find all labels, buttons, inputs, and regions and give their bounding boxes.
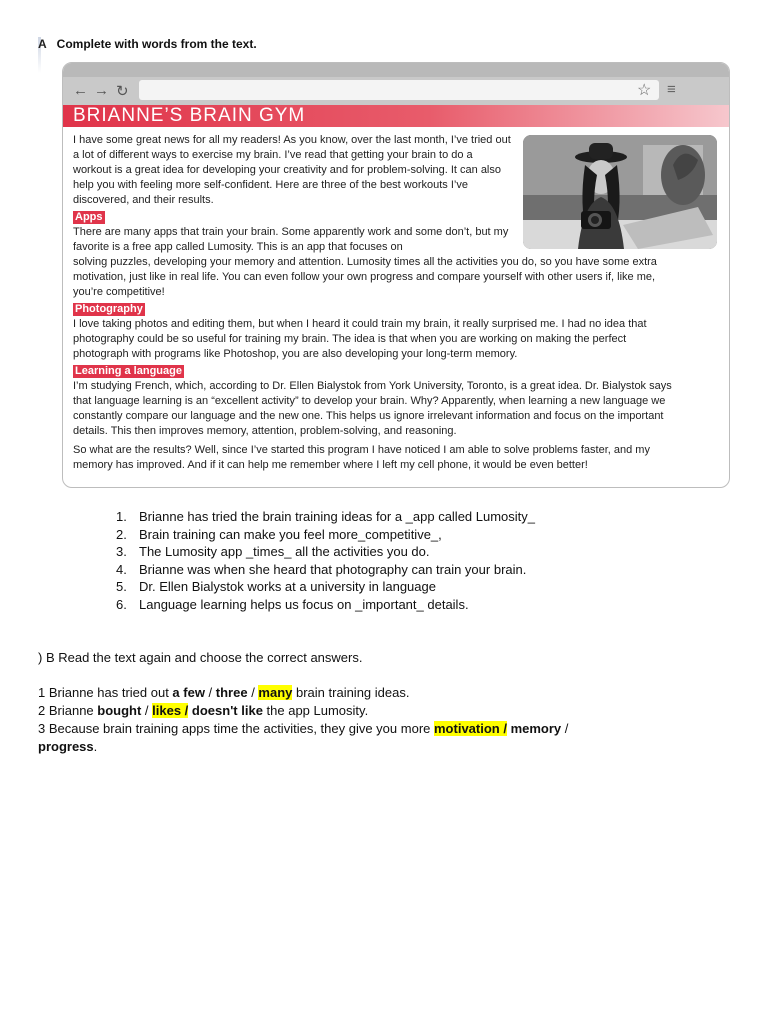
question-1	[38, 684, 638, 702]
option-separator: /	[141, 703, 153, 718]
list-item-number: 6.	[116, 596, 127, 612]
selected-answer-option: motivation /	[434, 721, 507, 736]
question-3	[38, 720, 638, 756]
list-item-text: Language learning helps us focus on _important_ details.	[139, 596, 469, 612]
results-paragraph: So what are the results? Well, since I’ve started this program I have noticed I am able to solve problems faster, and my memory has improved. And if it can help me remember where I left my cell phone, it would be even better!	[73, 444, 650, 471]
question-text: 1 Brianne has tried out	[38, 685, 173, 700]
list-item-text: Dr. Ellen Bialystok works at a university in language	[139, 579, 436, 594]
question-text: brain training ideas.	[292, 685, 410, 700]
section-b-instruction: ) B Read the text again and choose the correct answers.	[38, 650, 363, 665]
article-title-banner: BRIANNE’S BRAIN GYM	[63, 105, 729, 127]
list-item-number: 1.	[116, 509, 127, 524]
browser-toolbar	[63, 63, 729, 105]
option-separator: /	[561, 721, 569, 736]
list-item-text: The Lumosity app _times_ all the activities you do.	[139, 544, 430, 559]
back-arrow-icon: ←	[73, 82, 88, 99]
photography-paragraph: I love taking photos and editing them, but when I heard it could train my brain, it really surprised me. I had no idea that photography could be so useful for training my brain. The idea is that when you are working on making the perfect photograph with programs like Photoshop, you are also developing your long-term memory.	[73, 318, 647, 360]
answer-option: a few	[172, 685, 205, 700]
list-item-text: Brianne was when she heard that photography can train your brain.	[139, 561, 527, 577]
question-text: the app Lumosity.	[262, 703, 369, 718]
list-item	[116, 596, 535, 614]
answer-option: bought	[97, 703, 142, 718]
option-separator: /	[247, 685, 259, 700]
menu-icon: ≡	[667, 81, 676, 98]
answer-option: memory	[510, 721, 562, 736]
language-paragraph: I’m studying French, which, according to Dr. Ellen Bialystok from York University, Toronto, is a great idea. Dr. Bialystok says that language learning is an “excellent activity” to develop your brain. Why? Apparently, when learning a new language we constantly compare our language and the new one. This helps us ignore irrelevant information and focus on the important details. This then improves memory, attention, problem-solving, and reasoning.	[73, 380, 672, 437]
apps-paragraph-part1: There are many apps that train your brain. Some apparently work and some don’t, but my favorite is a free app called Lumosity. This is an app that focuses on	[73, 226, 509, 253]
forward-arrow-icon: →	[94, 82, 109, 99]
reload-icon: ↻	[116, 83, 129, 100]
question-text: 3 Because brain training apps time the activities, they give you more	[38, 721, 434, 736]
answer-option: progress	[38, 739, 94, 754]
list-item	[116, 508, 535, 526]
section-a-instruction: Complete with words from the text.	[56, 37, 257, 51]
photography-heading: Photography	[75, 303, 143, 315]
section-a-letter: A	[38, 37, 47, 51]
address-bar	[139, 80, 659, 100]
exercise-a-list	[116, 508, 535, 613]
browser-tab-strip	[63, 63, 729, 77]
learning-language-heading: Learning a language	[75, 365, 182, 377]
section-a-heading	[38, 37, 257, 51]
exercise-b-questions	[38, 684, 638, 756]
list-item	[116, 526, 535, 544]
question-text: 2 Brianne	[38, 703, 98, 718]
list-item-number: 5.	[116, 579, 127, 594]
list-item-number: 2.	[116, 526, 127, 542]
answer-option: doesn't like	[191, 703, 263, 718]
browser-window-illustration	[62, 62, 730, 488]
list-item	[116, 578, 535, 596]
selected-answer-option: many	[258, 685, 293, 700]
apps-paragraph-part2: solving puzzles, developing your memory and attention. Lumosity times all the activities you do, so you have some extra motivation, just like in real life. You can even follow your own progress and compare yourself with other users if, like me, you’re competitive!	[73, 256, 657, 298]
list-item	[116, 543, 535, 561]
list-item	[116, 561, 535, 579]
article-body	[73, 133, 673, 473]
list-item-number: 3.	[116, 544, 127, 559]
question-2	[38, 702, 638, 720]
article-intro-paragraph: I have some great news for all my readers! As you know, over the last month, I’ve tried out a lot of different ways to exercise my brain. I’ve read that getting your brain to do a workout is a great idea for developing your creativity and for problem-solving. It can also help you with feeling more self-confident. Here are three of the best workouts I’ve discovered, and their results.	[73, 134, 511, 206]
list-item-text: Brain training can make you feel more_competitive_,	[139, 526, 442, 542]
answer-option: three	[215, 685, 248, 700]
list-item-text: Brianne has tried the brain training ideas for a _app called Lumosity_	[139, 509, 536, 524]
list-item-number: 4.	[116, 561, 127, 577]
option-separator: /	[204, 685, 216, 700]
question-text: .	[93, 739, 98, 754]
apps-heading: Apps	[75, 211, 103, 223]
star-icon: ☆	[637, 82, 652, 99]
selected-answer-option: likes /	[152, 703, 189, 718]
